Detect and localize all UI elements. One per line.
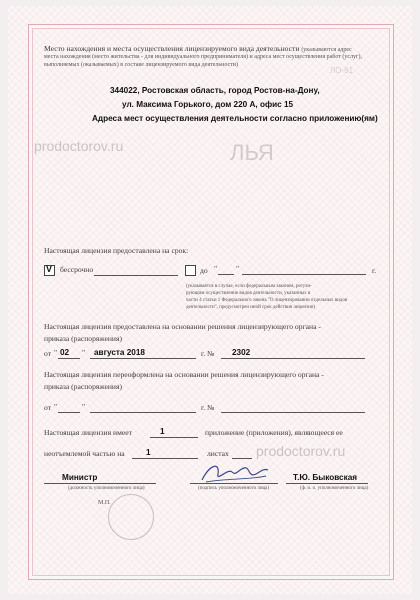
basis-from: от: [44, 349, 52, 358]
header-line-2: места нахождения (место жительства - для индивидуального предпринимателя) и адреса мест осуществления работ (услуг),: [44, 54, 362, 60]
appendix-sheets-line: [132, 458, 198, 459]
reissue-month-line: [90, 412, 196, 413]
official-seal: [108, 494, 154, 540]
until-open-quote: ": [214, 264, 218, 273]
watermark-top: prodoctorov.ru: [34, 138, 124, 154]
name-caption: (ф. и. о. уполномоченного лица): [300, 486, 369, 491]
basis-number-line: [221, 358, 365, 359]
reissue-line-1: Настоящая лицензия переоформлена на основании решения лицензирующего органа -: [44, 370, 324, 379]
name-line: [286, 483, 368, 484]
signer-position: Министр: [62, 473, 98, 482]
signature-line: [190, 483, 278, 484]
term-note-line: (указывается в случае, если федеральным законом, регули-: [186, 284, 312, 289]
position-caption: (должность уполномоченного лица): [68, 486, 145, 491]
indefinite-checkbox[interactable]: [44, 265, 55, 276]
reissue-number-line: [221, 412, 365, 413]
term-note-line: части 4 статьи 1 Федерального закона "О лицензировании отдельных видов: [186, 298, 348, 303]
indefinite-underline: [94, 275, 178, 276]
basis-number: 2302: [232, 348, 251, 357]
basis-close-quote: ": [82, 348, 86, 357]
reissue-open-quote: ": [54, 402, 58, 411]
basis-day: 02: [60, 348, 70, 357]
basis-line-2: приказа (распоряжения): [44, 334, 123, 343]
until-checkbox[interactable]: [185, 265, 196, 276]
until-day-line: [218, 274, 234, 275]
appendix-count-line: [150, 437, 198, 438]
until-year-suffix: г.: [372, 266, 377, 275]
appendix-text-2: приложение (приложения), являющееся ее: [205, 428, 343, 437]
reissue-year-suffix: г. №: [201, 403, 215, 412]
header-text: Место нахождения и места осуществления лицензируемого вида деятельности: [44, 44, 300, 53]
reissue-line-2: приказа (распоряжения): [44, 382, 123, 391]
appendix-text-4: листах: [207, 449, 229, 458]
until-label: до: [200, 266, 208, 275]
faint-background-glyph: ЛЬЯ: [230, 140, 274, 165]
watermark-bottom: prodoctorov.ru: [256, 443, 346, 459]
reissue-close-quote: ": [82, 402, 86, 411]
basis-month: августа 2018: [94, 348, 145, 357]
indefinite-label: бессрочно: [60, 265, 94, 274]
position-line: [44, 483, 156, 484]
appendix-count: 1: [160, 427, 165, 436]
seal-label: М.П.: [98, 500, 111, 506]
stamp-code: ЛО-61: [330, 66, 354, 75]
basis-month-line: [90, 358, 196, 359]
address-line-3: Адреса мест осуществления деятельности согласно приложению(ям): [92, 114, 378, 123]
appendix-text-1: Настоящая лицензия имеет: [44, 428, 132, 437]
signature-caption: (подпись уполномоченного лица): [198, 486, 270, 491]
checkmark: V: [46, 264, 53, 274]
until-close-quote: ": [236, 264, 240, 273]
term-label: Настоящая лицензия предоставлена на срок:: [44, 246, 189, 255]
reissue-from: от: [44, 403, 52, 412]
signer-name: Т.Ю. Быковская: [293, 473, 358, 482]
basis-year-suffix: г. №: [201, 349, 215, 358]
term-note-line: рующим осуществление видов деятельности, указанных в: [186, 291, 311, 296]
basis-line-1: Настоящая лицензия предоставлена на основании решения лицензирующего органа -: [44, 322, 321, 331]
appendix-text-3: неотъемлемой частью на: [44, 449, 125, 458]
basis-day-line: [58, 358, 80, 359]
address-line-1: 344022, Ростовская область, город Ростов-на-Дону,: [110, 86, 320, 95]
term-note-line: деятельности", предусмотрен иной срок действия лицензии): [186, 305, 316, 310]
basis-open-quote: ": [54, 348, 58, 357]
header-note: (указываются адрес: [301, 47, 352, 53]
header-line-3: выполняемых (оказываемых) в составе лицензируемого вида деятельности): [44, 62, 238, 68]
reissue-day-line: [58, 412, 80, 413]
term-note: [186, 283, 347, 311]
appendix-sheets: 1: [146, 448, 151, 457]
until-date-line: [242, 274, 366, 275]
address-line-2: ул. Максима Горького, дом 220 А, офис 15: [122, 100, 294, 109]
header-line-1: [44, 44, 352, 53]
